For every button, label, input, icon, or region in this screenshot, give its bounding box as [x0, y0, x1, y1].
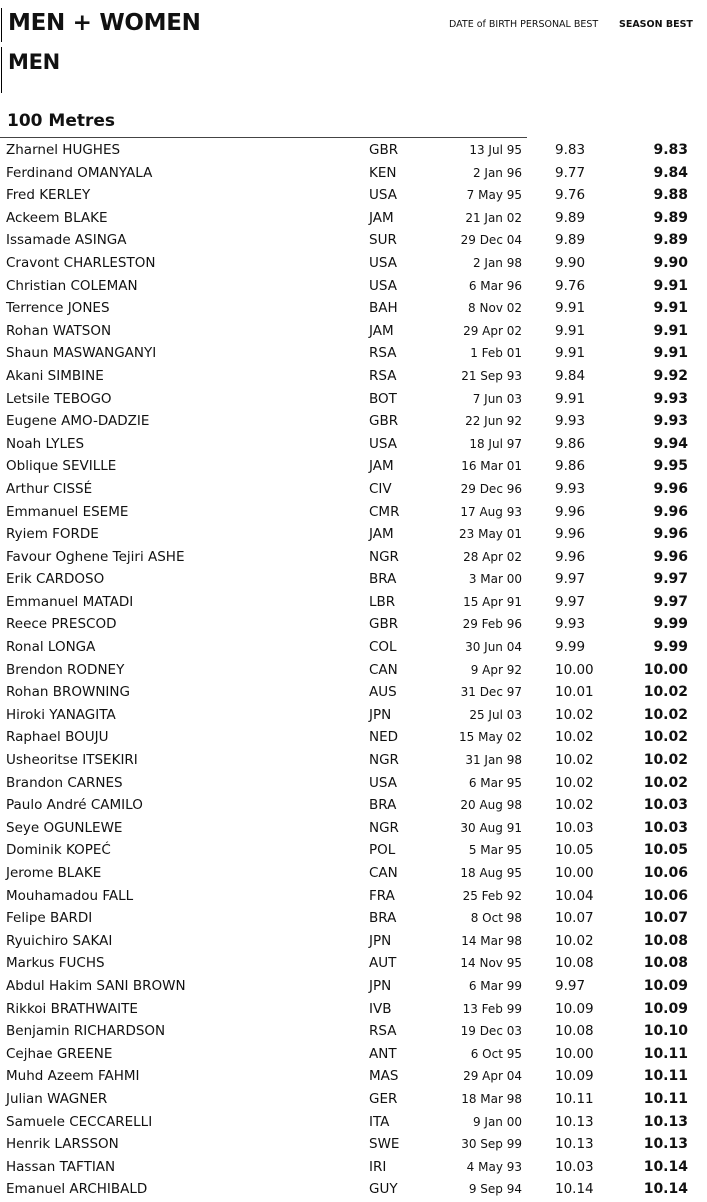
nationality: GBR	[369, 413, 399, 430]
athlete-name: Emmanuel ESEME	[6, 503, 129, 520]
season-best: 10.13	[643, 1113, 688, 1130]
nationality: IRI	[369, 1158, 387, 1175]
nationality: BAH	[369, 300, 398, 317]
personal-best: 10.13	[555, 1113, 594, 1130]
personal-best: 9.86	[555, 458, 586, 475]
athlete-name: Abdul Hakim SANI BROWN	[6, 977, 186, 994]
season-best: 10.08	[643, 932, 688, 949]
season-best: 9.94	[653, 435, 688, 452]
athlete-name: Cravont CHARLESTON	[6, 254, 156, 271]
nationality: BRA	[369, 797, 397, 814]
nationality: RSA	[369, 367, 397, 384]
date-of-birth: 7 May 95	[466, 188, 522, 203]
season-best: 9.96	[653, 526, 688, 543]
date-of-birth: 25 Feb 92	[462, 888, 522, 903]
athlete-name: Cejhae GREENE	[6, 1045, 113, 1062]
table-row	[0, 502, 707, 525]
nationality: AUT	[369, 955, 397, 972]
column-header-season-best: SEASON BEST	[619, 19, 693, 30]
personal-best: 10.02	[555, 706, 594, 723]
date-of-birth: 15 Apr 91	[463, 594, 522, 609]
athlete-name: Rikkoi BRATHWAITE	[6, 1000, 138, 1017]
event-divider	[0, 137, 527, 138]
season-best: 10.11	[643, 1068, 688, 1085]
season-best: 9.96	[653, 503, 688, 520]
season-best: 10.05	[643, 842, 688, 859]
athlete-name: Emanuel ARCHIBALD	[6, 1181, 148, 1198]
athlete-name: Ryiem FORDE	[6, 526, 99, 543]
date-of-birth: 6 Mar 95	[468, 775, 522, 790]
athlete-name: Noah LYLES	[6, 435, 85, 452]
nationality: LBR	[369, 593, 396, 610]
athlete-name: Hiroki YANAGITA	[6, 706, 116, 723]
date-of-birth: 3 Mar 00	[468, 572, 522, 587]
nationality: BOT	[369, 390, 397, 407]
personal-best: 10.02	[555, 932, 594, 949]
season-best: 9.99	[653, 639, 688, 656]
season-best: 10.03	[643, 819, 688, 836]
date-of-birth: 2 Jan 98	[472, 255, 522, 270]
date-of-birth: 30 Sep 99	[461, 1137, 522, 1152]
date-of-birth: 29 Dec 04	[460, 233, 522, 248]
personal-best: 9.93	[555, 480, 586, 497]
season-best: 10.10	[643, 1023, 688, 1040]
athlete-name: Hassan TAFTIAN	[6, 1158, 116, 1175]
date-of-birth: 30 Aug 91	[460, 820, 522, 835]
nationality: RSA	[369, 345, 397, 362]
personal-best: 10.02	[555, 729, 594, 746]
table-row	[0, 1179, 707, 1202]
athlete-name: Felipe BARDI	[6, 910, 93, 927]
nationality: JPN	[369, 932, 392, 949]
table-row	[0, 1157, 707, 1180]
date-of-birth: 13 Feb 99	[462, 1001, 522, 1016]
season-best: 10.14	[643, 1158, 688, 1175]
table-row	[0, 886, 707, 909]
athlete-name: Shaun MASWANGANYI	[6, 345, 157, 362]
table-row	[0, 773, 707, 796]
nationality: CAN	[369, 865, 398, 881]
title-divider-bar	[1, 8, 2, 42]
personal-best: 9.77	[555, 164, 586, 181]
date-of-birth: 6 Mar 99	[468, 978, 522, 993]
season-best: 9.97	[653, 571, 688, 588]
table-row	[0, 863, 707, 886]
season-best: 9.91	[653, 345, 688, 362]
date-of-birth: 1 Feb 01	[470, 346, 522, 361]
nationality: JAM	[369, 458, 394, 475]
date-of-birth: 31 Jan 98	[465, 753, 522, 768]
personal-best: 10.08	[555, 955, 594, 972]
season-best: 10.09	[643, 1000, 688, 1017]
table-row	[0, 389, 707, 412]
date-of-birth: 30 Jun 04	[465, 640, 522, 655]
date-of-birth: 21 Sep 93	[461, 368, 522, 383]
season-best: 10.00	[643, 661, 688, 678]
personal-best: 9.99	[555, 639, 586, 656]
athlete-name: Julian WAGNER	[6, 1090, 108, 1107]
season-best: 9.84	[653, 164, 688, 181]
season-best: 10.02	[643, 684, 688, 701]
table-row	[0, 931, 707, 954]
athlete-name: Rohan BROWNING	[6, 684, 130, 701]
athlete-name: Emmanuel MATADI	[6, 593, 134, 610]
personal-best: 9.96	[555, 526, 586, 543]
date-of-birth: 22 Jun 92	[465, 414, 522, 429]
personal-best: 9.96	[555, 548, 586, 565]
season-best: 10.09	[643, 977, 688, 994]
date-of-birth: 14 Mar 98	[461, 933, 522, 948]
table-row	[0, 479, 707, 502]
table-row	[0, 185, 707, 208]
date-of-birth: 6 Oct 95	[470, 1046, 522, 1061]
athlete-name: Brandon CARNES	[6, 774, 123, 791]
nationality: USA	[369, 254, 397, 271]
athlete-name: Samuele CECCARELLI	[6, 1113, 153, 1130]
personal-best: 9.86	[555, 435, 586, 452]
athlete-name: Benjamin RICHARDSON	[6, 1023, 166, 1040]
nationality: COL	[369, 639, 397, 656]
season-best: 9.92	[653, 367, 688, 384]
season-best: 9.90	[653, 254, 688, 271]
nationality: GBR	[369, 616, 399, 633]
season-best: 9.91	[653, 300, 688, 317]
season-best: 9.96	[653, 548, 688, 565]
table-row	[0, 208, 707, 231]
nationality: JAM	[369, 526, 394, 543]
personal-best: 9.76	[555, 277, 586, 294]
personal-best: 10.09	[555, 1068, 594, 1085]
personal-best: 10.03	[555, 1158, 594, 1175]
table-row	[0, 321, 707, 344]
date-of-birth: 5 Mar 95	[468, 843, 522, 858]
nationality: USA	[369, 277, 397, 294]
table-row	[0, 592, 707, 615]
table-row	[0, 230, 707, 253]
season-best: 9.89	[653, 209, 688, 226]
athlete-name: Seye OGUNLEWE	[6, 819, 123, 836]
date-of-birth: 20 Aug 98	[460, 798, 522, 813]
personal-best: 10.13	[555, 1136, 594, 1153]
season-best: 9.97	[653, 593, 688, 610]
athlete-name: Raphael BOUJU	[6, 729, 109, 746]
date-of-birth: 17 Aug 93	[460, 504, 522, 519]
personal-best: 9.97	[555, 571, 586, 588]
table-row	[0, 524, 707, 547]
nationality: GER	[369, 1090, 398, 1107]
nationality: SWE	[369, 1136, 400, 1153]
nationality: NED	[369, 729, 399, 746]
nationality: USA	[369, 435, 397, 452]
personal-best: 10.00	[555, 661, 594, 678]
nationality: NGR	[369, 819, 399, 836]
nationality: ANT	[369, 1045, 397, 1062]
page-title: MEN + WOMEN	[8, 10, 201, 36]
date-of-birth: 18 Mar 98	[461, 1091, 522, 1106]
nationality: RSA	[369, 1023, 397, 1040]
personal-best: 9.91	[555, 390, 586, 407]
nationality: BRA	[369, 910, 397, 927]
athlete-name: Dominik KOPEĆ	[6, 842, 111, 859]
table-row	[0, 1044, 707, 1067]
personal-best: 10.08	[555, 1023, 594, 1040]
table-row	[0, 1021, 707, 1044]
table-row	[0, 840, 707, 863]
personal-best: 9.89	[555, 209, 586, 226]
nationality: SUR	[369, 232, 397, 249]
nationality: AUS	[369, 684, 397, 701]
nationality: JAM	[369, 322, 394, 339]
nationality: POL	[369, 842, 396, 859]
date-of-birth: 21 Jan 02	[465, 210, 522, 225]
personal-best: 10.05	[555, 842, 594, 859]
athlete-name: Markus FUCHS	[6, 955, 105, 972]
personal-best: 10.07	[555, 910, 594, 927]
athlete-name: Eugene AMO-DADZIE	[6, 413, 150, 430]
athlete-name: Arthur CISSÉ	[6, 480, 93, 497]
athlete-name: Ackeem BLAKE	[6, 209, 108, 226]
date-of-birth: 29 Feb 96	[462, 617, 522, 632]
table-row	[0, 343, 707, 366]
table-row	[0, 276, 707, 299]
athlete-name: Mouhamadou FALL	[6, 887, 134, 904]
athlete-name: Akani SIMBINE	[6, 367, 104, 384]
nationality: MAS	[369, 1068, 399, 1085]
personal-best: 9.96	[555, 503, 586, 520]
season-best: 10.08	[643, 955, 688, 972]
personal-best: 9.91	[555, 300, 586, 317]
date-of-birth: 9 Jan 00	[472, 1114, 522, 1129]
athlete-name: Henrik LARSSON	[6, 1136, 119, 1153]
season-best: 9.99	[653, 616, 688, 633]
table-row	[0, 705, 707, 728]
table-row	[0, 298, 707, 321]
athlete-name: Muhd Azeem FAHMI	[6, 1068, 140, 1085]
nationality: NGR	[369, 548, 399, 565]
season-best: 10.02	[643, 706, 688, 723]
athlete-name: Ronal LONGA	[6, 639, 96, 656]
season-best: 10.11	[643, 1045, 688, 1062]
personal-best: 10.02	[555, 774, 594, 791]
nationality: NGR	[369, 752, 399, 769]
athlete-name: Ferdinand OMANYALA	[6, 164, 153, 181]
table-row	[0, 1089, 707, 1112]
season-best: 9.89	[653, 232, 688, 249]
season-best: 10.14	[643, 1181, 688, 1198]
table-row	[0, 727, 707, 750]
season-best: 10.02	[643, 729, 688, 746]
season-best: 9.95	[653, 458, 688, 475]
table-row	[0, 456, 707, 479]
date-of-birth: 23 May 01	[459, 527, 522, 542]
nationality: GBR	[369, 142, 399, 158]
athlete-name: Paulo André CAMILO	[6, 797, 143, 814]
season-best: 9.93	[653, 413, 688, 430]
athlete-name: Erik CARDOSO	[6, 571, 105, 588]
season-best: 9.91	[653, 277, 688, 294]
season-best: 9.91	[653, 322, 688, 339]
season-best: 10.02	[643, 752, 688, 769]
athlete-name: Letsile TEBOGO	[6, 390, 112, 407]
athlete-name: Ryuichiro SAKAI	[6, 932, 113, 949]
column-header-dob-pb: DATE of BIRTH PERSONAL BEST	[449, 19, 599, 30]
table-row	[0, 1112, 707, 1135]
nationality: FRA	[369, 887, 395, 904]
table-row	[0, 953, 707, 976]
nationality: JAM	[369, 209, 394, 226]
athlete-name: Oblique SEVILLE	[6, 458, 117, 475]
table-row	[0, 434, 707, 457]
nationality: CIV	[369, 480, 392, 497]
personal-best: 10.02	[555, 797, 594, 814]
nationality: ITA	[369, 1113, 390, 1130]
nationality: JPN	[369, 977, 392, 994]
nationality: IVB	[369, 1000, 392, 1017]
table-row	[0, 140, 707, 163]
athlete-name: Brendon RODNEY	[6, 661, 125, 678]
date-of-birth: 29 Dec 96	[460, 481, 522, 496]
personal-best: 9.97	[555, 977, 586, 994]
personal-best: 10.02	[555, 752, 594, 769]
athlete-name: Rohan WATSON	[6, 322, 112, 339]
season-best: 10.07	[643, 910, 688, 927]
date-of-birth: 14 Nov 95	[460, 956, 522, 971]
athlete-name: Jerome BLAKE	[6, 865, 102, 881]
date-of-birth: 2 Jan 96	[472, 165, 522, 180]
season-best: 10.06	[643, 865, 688, 881]
date-of-birth: 18 Aug 95	[460, 866, 522, 880]
table-row	[0, 976, 707, 999]
date-of-birth: 8 Nov 02	[468, 301, 522, 316]
table-row	[0, 366, 707, 389]
personal-best: 10.03	[555, 819, 594, 836]
season-best: 9.83	[653, 142, 688, 158]
table-row	[0, 818, 707, 841]
season-best: 10.13	[643, 1136, 688, 1153]
table-row	[0, 253, 707, 276]
season-best: 10.11	[643, 1090, 688, 1107]
date-of-birth: 7 Jun 03	[472, 391, 522, 406]
athlete-name: Zharnel HUGHES	[6, 142, 121, 158]
personal-best: 9.91	[555, 345, 586, 362]
subtitle-divider-bar	[1, 47, 2, 93]
personal-best: 10.09	[555, 1000, 594, 1017]
table-row	[0, 682, 707, 705]
table-row	[0, 637, 707, 660]
personal-best: 9.76	[555, 187, 586, 204]
nationality: CMR	[369, 503, 400, 520]
table-row	[0, 614, 707, 637]
personal-best: 10.04	[555, 887, 594, 904]
personal-best: 9.93	[555, 616, 586, 633]
date-of-birth: 31 Dec 97	[460, 685, 522, 700]
date-of-birth: 9 Sep 94	[468, 1182, 522, 1197]
table-row	[0, 750, 707, 773]
season-best: 9.93	[653, 390, 688, 407]
athlete-name: Issamade ASINGA	[6, 232, 127, 249]
date-of-birth: 8 Oct 98	[470, 911, 522, 926]
table-row	[0, 660, 707, 683]
table-row	[0, 999, 707, 1022]
nationality: CAN	[369, 661, 398, 678]
athlete-name: Terrence JONES	[6, 300, 110, 317]
date-of-birth: 29 Apr 04	[463, 1069, 522, 1084]
personal-best: 9.84	[555, 367, 586, 384]
nationality: GUY	[369, 1181, 398, 1198]
date-of-birth: 16 Mar 01	[461, 459, 522, 474]
athlete-name: Reece PRESCOD	[6, 616, 117, 633]
personal-best: 10.11	[555, 1090, 594, 1107]
season-best: 9.96	[653, 480, 688, 497]
nationality: USA	[369, 187, 397, 204]
nationality: KEN	[369, 164, 397, 181]
table-row	[0, 1134, 707, 1157]
nationality: USA	[369, 774, 397, 791]
date-of-birth: 4 May 93	[466, 1159, 522, 1174]
personal-best: 9.90	[555, 254, 586, 271]
athlete-name: Fred KERLEY	[6, 187, 91, 204]
date-of-birth: 13 Jul 95	[469, 143, 522, 157]
season-best: 10.03	[643, 797, 688, 814]
season-best: 10.02	[643, 774, 688, 791]
personal-best: 10.14	[555, 1181, 594, 1198]
table-row	[0, 908, 707, 931]
results-table	[0, 140, 707, 1202]
athlete-name: Christian COLEMAN	[6, 277, 138, 294]
table-row	[0, 1066, 707, 1089]
table-row	[0, 163, 707, 186]
date-of-birth: 19 Dec 03	[460, 1024, 522, 1039]
event-title: 100 Metres	[7, 111, 116, 131]
table-row	[0, 569, 707, 592]
athlete-name: Usheoritse ITSEKIRI	[6, 752, 138, 769]
date-of-birth: 6 Mar 96	[468, 278, 522, 293]
athlete-name: Favour Oghene Tejiri ASHE	[6, 548, 185, 565]
section-title: MEN	[8, 50, 60, 74]
date-of-birth: 18 Jul 97	[469, 436, 522, 451]
date-of-birth: 9 Apr 92	[470, 662, 522, 677]
season-best: 10.06	[643, 887, 688, 904]
personal-best: 9.83	[555, 142, 586, 158]
personal-best: 10.01	[555, 684, 594, 701]
date-of-birth: 28 Apr 02	[463, 549, 522, 564]
table-row	[0, 411, 707, 434]
personal-best: 10.00	[555, 1045, 594, 1062]
personal-best: 10.00	[555, 865, 594, 881]
personal-best: 9.91	[555, 322, 586, 339]
table-row	[0, 547, 707, 570]
season-best: 9.88	[653, 187, 688, 204]
nationality: JPN	[369, 706, 392, 723]
date-of-birth: 25 Jul 03	[469, 707, 522, 722]
table-row	[0, 795, 707, 818]
personal-best: 9.97	[555, 593, 586, 610]
nationality: BRA	[369, 571, 397, 588]
date-of-birth: 15 May 02	[459, 730, 522, 745]
date-of-birth: 29 Apr 02	[463, 323, 522, 338]
personal-best: 9.93	[555, 413, 586, 430]
personal-best: 9.89	[555, 232, 586, 249]
